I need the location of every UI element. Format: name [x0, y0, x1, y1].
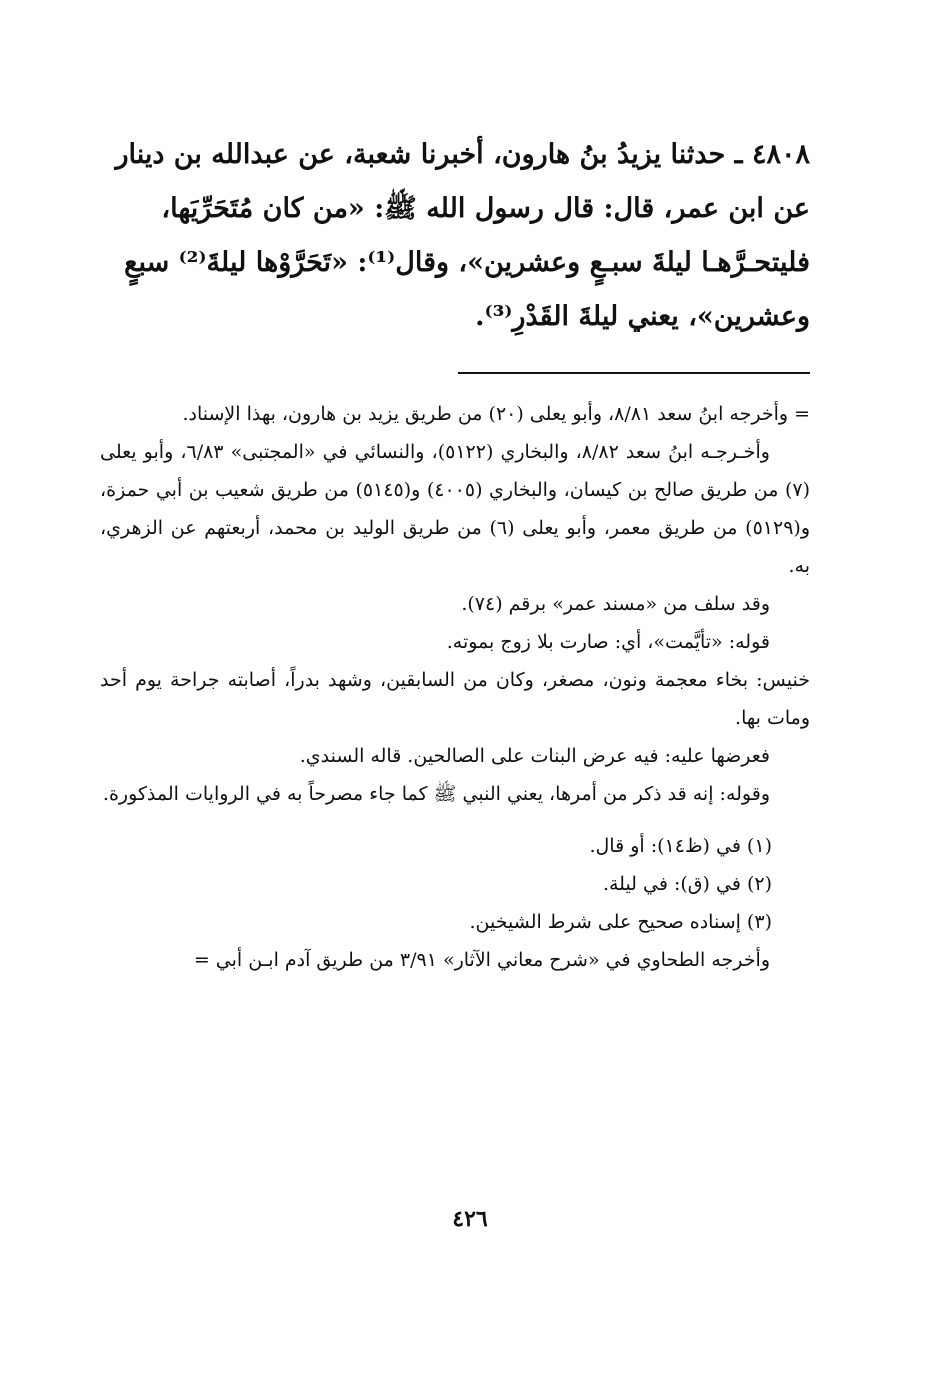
hadith-line: ٤٨٠٨ ـ حدثنا يزيدُ بنُ هارون، أخبرنا شعبة، عن عبدالله بن دينار [115, 139, 810, 170]
page-number: ٤٢٦ [452, 1206, 488, 1232]
note-paragraph: قوله: «تأيَّمت»، أي: صارت بلا زوج بموته. [446, 631, 770, 653]
hadith-line: فليتحـرَّهـا ليلةَ سبـعٍ وعشرين»، وقال⁽¹⁾: «تَحَرَّوْها ليلةَ⁽²⁾ سبعٍ [124, 247, 810, 278]
note-paragraph: فعرضها عليه: فيه عرض البنات على الصالحين. قاله السندي. [299, 745, 770, 767]
note-paragraph: وقوله: إنه قد ذكر من أمرها، يعني النبي ﷺ كما جاء مصرحاً به في الروايات المذكورة. [102, 783, 770, 805]
footnote-item: (٢) في (ق): في ليلة. [602, 873, 772, 895]
footnote-item: (٣) إسناده صحيح على شرط الشيخين. [469, 911, 772, 933]
note-paragraph: = وأخرجه ابنُ سعد ٨/٨١، وأبو يعلى (٢٠) من طريق يزيد بن هارون، بهذا الإسناد. [182, 403, 810, 425]
hadith-text [100, 128, 810, 344]
footnote-continuation: وأخرجه الطحاوي في «شرح معاني الآثار» ٣/٩١ من طريق آدم ابـن أبي = [193, 949, 770, 971]
note-paragraph: خنيس: بخاء معجمة ونون، مصغر، وكان من السابقين، وشهد بدراً، أصابته جراحة يوم أحد ومات بها. [100, 669, 810, 729]
footnote-separator [458, 372, 810, 374]
footnote-item: (١) في (ظ١٤): أو قال. [589, 835, 772, 857]
hadith-line: وعشرين»، يعني ليلةَ القَدْرِ⁽³⁾. [475, 301, 810, 332]
note-paragraph: وقد سلف من «مسند عمر» برقم (٧٤). [461, 593, 770, 615]
hadith-line: عن ابن عمر، قال: قال رسول الله ﷺ: «من كان مُتَحَرِّيَها، [161, 193, 810, 224]
commentary-notes [100, 395, 810, 979]
note-paragraph: وأخـرجـه ابنُ سعد ٨/٨٢، والبخاري (٥١٢٢)، والنسائي في «المجتبى» ٦/٨٣، وأبو يعلى (٧) من طريق صالح بن كيسان، والبخاري (٤٠٠٥) و(٥١٤٥) من طريق شعيب بن أبي حمزة، و(٥١٢٩) من طريق معمر، وأبو يعلى (٦) من طريق الوليد بن محمد، أربعتهم عن الزهري، به. [100, 441, 810, 577]
